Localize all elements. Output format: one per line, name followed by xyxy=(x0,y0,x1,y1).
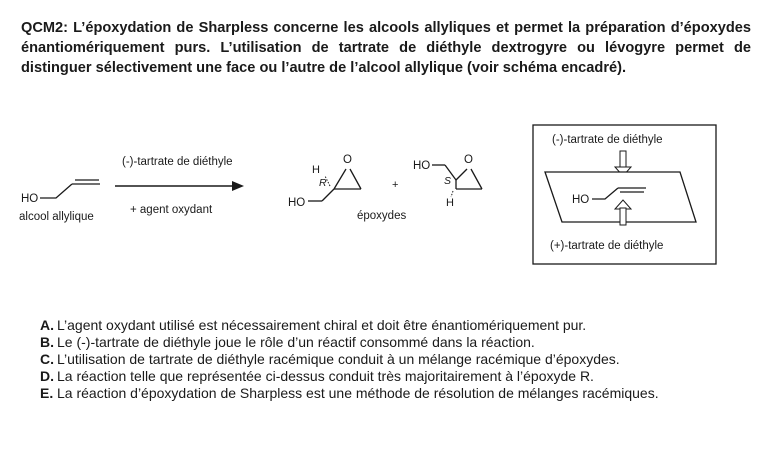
answer-c[interactable] xyxy=(40,351,740,368)
box-ho-label: HO xyxy=(572,194,590,206)
answer-a[interactable] xyxy=(40,317,740,334)
reagent-below: + agent oxydant xyxy=(130,204,213,216)
epoxide-r-stereo-label: R xyxy=(319,177,327,189)
epoxide-s-oxygen: O xyxy=(464,154,473,166)
allyl-alcohol-structure xyxy=(19,180,100,223)
reagent-above: (-)-tartrate de diéthyle xyxy=(122,156,233,168)
epoxide-r-oxygen: O xyxy=(343,154,352,166)
plus-sign: + xyxy=(392,179,399,191)
box-top-label: (-)-tartrate de diéthyle xyxy=(552,134,663,146)
substrate-name: alcool allylique xyxy=(19,211,94,223)
epoxide-r-h: H xyxy=(312,164,320,176)
answer-letter: A. xyxy=(40,317,54,333)
products-label: époxydes xyxy=(357,210,407,222)
answer-b[interactable] xyxy=(40,334,740,351)
answer-letter: B. xyxy=(40,334,54,350)
answer-text: Le (-)-tartrate de diéthyle joue le rôle d’un réactif consommé dans la réaction. xyxy=(57,334,535,350)
answer-text: L’agent oxydant utilisé est nécessairement chiral et doit être énantiomériquement pur. xyxy=(57,317,587,333)
answer-e[interactable] xyxy=(40,385,740,402)
answer-list xyxy=(40,317,740,402)
answer-d[interactable] xyxy=(40,368,740,385)
epoxide-s-h: H xyxy=(446,197,454,209)
epoxide-r-ho: HO xyxy=(288,197,306,209)
epoxide-s-stereo-label: S xyxy=(444,175,452,187)
answer-text: La réaction telle que représentée ci-dessus conduit très majoritairement à l’époxyde R. xyxy=(57,368,594,384)
answer-text: L’utilisation de tartrate de diéthyle racémique conduit à un mélange racémique d’époxydes. xyxy=(57,351,620,367)
reaction-arrow xyxy=(115,156,244,216)
epoxide-s-ho: HO xyxy=(413,160,431,172)
facial-selectivity-box xyxy=(533,125,716,264)
box-bottom-label: (+)-tartrate de diéthyle xyxy=(550,240,664,252)
epoxide-s-structure xyxy=(413,154,482,209)
question-text: QCM2: L’époxydation de Sharpless concerne les alcools allyliques et permet la préparation d’époxydes énantiomériquement purs. L’utilisation de tartrate de diéthyle dextrogyre ou lévogyre permet de distinguer sélectivement une face ou l’autre de l’alcool allylique (voir schéma encadré). xyxy=(21,20,751,76)
answer-text: La réaction d’époxydation de Sharpless est une méthode de résolution de mélanges racémiques. xyxy=(57,385,659,401)
epoxide-r-structure xyxy=(288,154,361,209)
substrate-ho-label: HO xyxy=(21,193,39,205)
answer-letter: D. xyxy=(40,368,54,384)
answer-letter: C. xyxy=(40,351,54,367)
answer-letter: E. xyxy=(40,385,54,401)
